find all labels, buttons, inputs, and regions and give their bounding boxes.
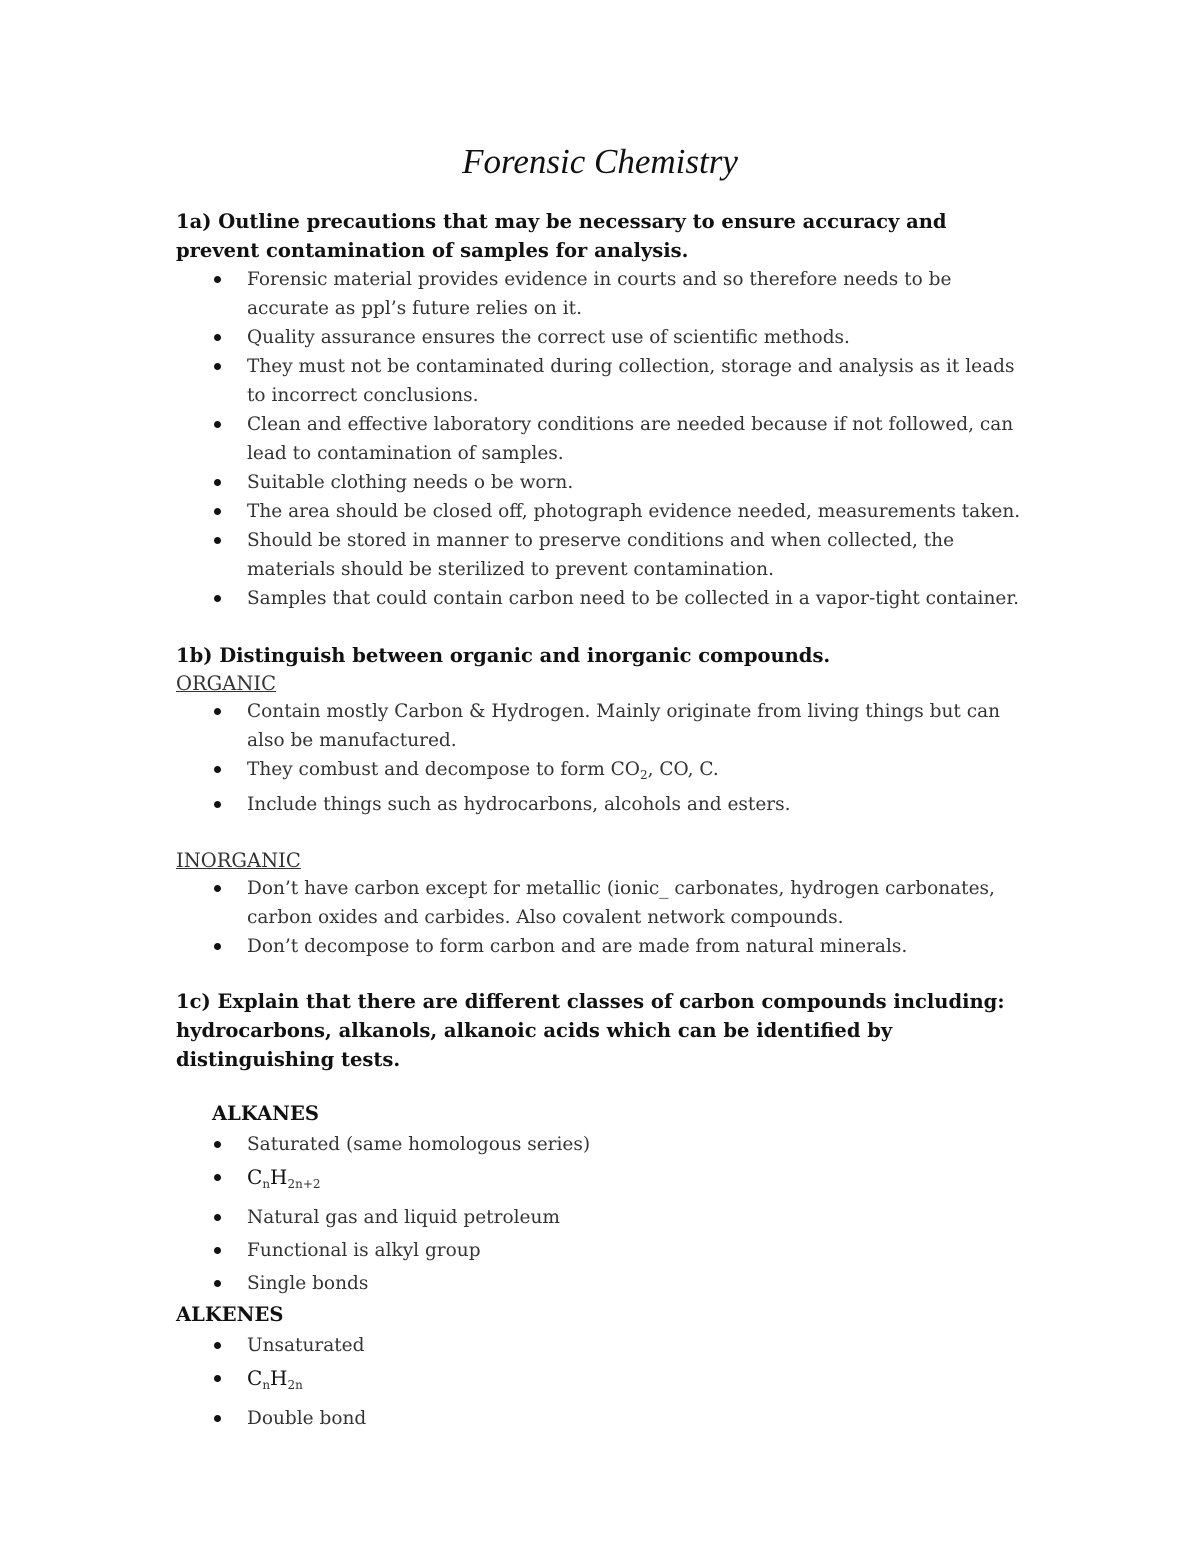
document-body [176,207,1036,1435]
formula-h: H [270,1366,288,1390]
organic-co2-text-end: , CO, C. [647,759,719,780]
subscript: 2n [287,1378,303,1392]
alkanes-list [176,1128,1036,1300]
formula-h: H [270,1165,288,1189]
list-item: Clean and effective laboratory conditions are needed because if not followed, can lead to contamination of samples. [247,410,1036,468]
list-item: Double bond [247,1402,1036,1435]
organic-list [176,697,1036,819]
list-item: Don’t decompose to form carbon and are made from natural minerals. [247,932,1036,961]
list-item: Should be stored in manner to preserve conditions and when collected, the materials should be sterilized to prevent contamination. [247,526,1036,584]
formula-c: C [247,1165,263,1189]
question-1b-heading: 1b) Distinguish between organic and inorganic compounds. [176,644,831,667]
list-item: Functional is alkyl group [247,1234,1036,1267]
organic-co2-text: They combust and decompose to form CO [247,759,640,780]
spacer [176,819,1036,847]
inorganic-list [176,874,1036,961]
list-item: Single bonds [247,1267,1036,1300]
list-item: Quality assurance ensures the correct use of scientific methods. [247,323,1036,352]
question-1c-heading: 1c) Explain that there are different classes of carbon compounds including: hydrocarbons, alkanols, alkanoic acids which can be identified by distinguishing tests. [176,990,1005,1071]
inorganic-label: INORGANIC [176,849,301,872]
alkanes-label: ALKANES [212,1102,319,1125]
subscript: 2n+2 [287,1177,321,1191]
spacer [176,961,1036,987]
subscript: 2 [639,768,648,782]
list-item [247,755,1036,790]
list-item: Contain mostly Carbon & Hydrogen. Mainly originate from living things but can also be manufactured. [247,697,1036,755]
list-item [247,1161,1036,1201]
list-item: They must not be contaminated during collection, storage and analysis as it leads to incorrect conclusions. [247,352,1036,410]
list-item: Include things such as hydrocarbons, alcohols and esters. [247,790,1036,819]
list-item: Forensic material provides evidence in courts and so therefore needs to be accurate as ppl’s future relies on it. [247,265,1036,323]
organic-label: ORGANIC [176,672,277,695]
list-item: Samples that could contain carbon need to be collected in a vapor-tight container. [247,584,1036,613]
question-1a-heading: 1a) Outline precautions that may be necessary to ensure accuracy and prevent contamination of samples for analysis. [176,210,947,262]
question-1a-list [176,265,1036,613]
list-item: Saturated (same homologous series) [247,1128,1036,1161]
alkenes-label: ALKENES [176,1303,284,1326]
list-item [247,1362,1036,1402]
list-item: Don’t have carbon except for metallic (ionic_ carbonates, hydrogen carbonates, carbon oxides and carbides. Also covalent network compounds. [247,874,1036,932]
list-item: Natural gas and liquid petroleum [247,1201,1036,1234]
subscript: n [262,1177,271,1191]
spacer [176,1074,1036,1099]
list-item: Unsaturated [247,1329,1036,1362]
list-item: Suitable clothing needs o be worn. [247,468,1036,497]
formula-c: C [247,1366,263,1390]
alkenes-list [176,1329,1036,1435]
subscript: n [262,1378,271,1392]
spacer [176,613,1036,641]
list-item: The area should be closed off, photograph evidence needed, measurements taken. [247,497,1036,526]
page-title: Forensic Chemistry [462,142,738,181]
